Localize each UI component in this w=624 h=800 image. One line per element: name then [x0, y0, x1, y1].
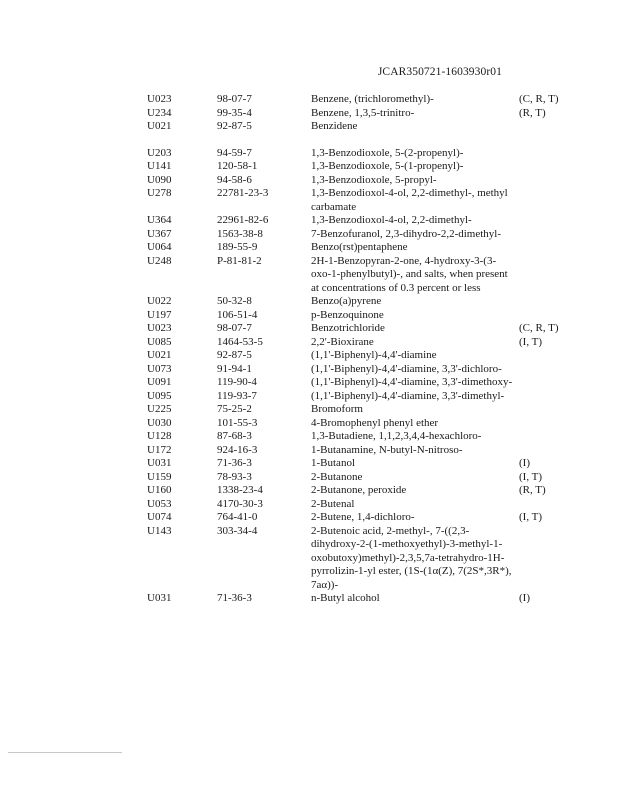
chemical-name: Benzene, (trichloromethyl)- — [311, 93, 434, 105]
chemical-name: (1,1'-Biphenyl)-4,4'-diamine — [311, 349, 437, 361]
hazard-code: (I, T) — [519, 470, 543, 483]
hazard-code — [519, 376, 579, 390]
hazard-code — [519, 241, 579, 255]
waste-code: U128 — [147, 430, 172, 442]
waste-code: U203 — [147, 146, 172, 159]
chemical-name: 1,3-Benzodioxole, 5-(1-propenyl)- — [311, 160, 464, 172]
table-row — [0, 525, 624, 593]
cas-number: 303-34-4 — [217, 524, 258, 537]
chemical-name: (1,1'-Biphenyl)-4,4'-diamine, 3,3'-dimethoxy- — [311, 376, 513, 388]
hazard-code: (R, T) — [519, 106, 546, 119]
table-row — [0, 498, 624, 512]
chemical-name: 2-Butenoic acid, 2-methyl-, 7-((2,3-dihydroxy-2-(1-methoxyethyl)-3-methyl-1-oxobutoxy)methyl)-2,3,5,7a-tetrahydro-1H-pyrrolizin-1-yl ester, (1S-(1α(Z), 7(2S*,3R*), 7aα))- — [311, 524, 512, 591]
waste-code: U172 — [147, 443, 172, 456]
waste-code: U141 — [147, 160, 172, 172]
hazard-code: (I, T) — [519, 335, 543, 348]
table-row — [0, 241, 624, 255]
cas-number: 99-35-4 — [217, 106, 252, 119]
cas-number: 120-58-1 — [217, 160, 258, 172]
hazard-code — [519, 228, 579, 242]
cas-number: 71-36-3 — [217, 457, 252, 469]
cas-number: 78-93-3 — [217, 470, 252, 483]
cas-number: 98-07-7 — [217, 322, 252, 334]
chemical-name: Benzo(rst)pentaphene — [311, 241, 408, 253]
table-row — [0, 255, 624, 296]
cas-number: 764-41-0 — [217, 511, 258, 523]
chemical-name: 1,3-Benzodioxol-4-ol, 2,2-dimethyl-, methyl carbamate — [311, 187, 508, 213]
table-row — [0, 322, 624, 336]
waste-code: U074 — [147, 511, 172, 523]
waste-code: U278 — [147, 187, 172, 199]
table-row — [0, 363, 624, 377]
chemical-name: 2-Butene, 1,4-dichloro- — [311, 511, 415, 523]
chemical-name: 1-Butanol — [311, 457, 355, 469]
cas-number: 924-16-3 — [217, 443, 258, 456]
waste-code: U030 — [147, 416, 172, 429]
waste-code: U064 — [147, 241, 172, 253]
table-row — [0, 214, 624, 228]
chemical-name: 1-Butanamine, N-butyl-N-nitroso- — [311, 443, 463, 456]
cas-number: 101-55-3 — [217, 416, 258, 429]
waste-code: U197 — [147, 308, 172, 321]
cas-number: 22781-23-3 — [217, 187, 269, 199]
table-row — [0, 93, 624, 107]
chemical-name: 2H-1-Benzopyran-2-one, 4-hydroxy-3-(3-oxo-1-phenylbutyl)-, and salts, when present at concentrations of 0.3 percent or less — [311, 254, 508, 294]
waste-code: U160 — [147, 484, 172, 496]
cas-number: 1563-38-8 — [217, 227, 263, 240]
waste-code: U023 — [147, 93, 172, 105]
footer-divider — [8, 752, 122, 753]
hazard-code — [519, 498, 579, 512]
waste-code: U159 — [147, 470, 172, 483]
hazard-code: (R, T) — [519, 484, 546, 496]
cas-number: 75-25-2 — [217, 403, 252, 415]
waste-code: U023 — [147, 322, 172, 334]
waste-code: U095 — [147, 389, 172, 402]
hazard-code — [519, 444, 579, 458]
table-row — [0, 592, 624, 606]
table-row — [0, 349, 624, 363]
chemical-name: (1,1'-Biphenyl)-4,4'-diamine, 3,3'-dichloro- — [311, 362, 502, 375]
hazard-code — [519, 174, 579, 188]
chemical-name: 4-Bromophenyl phenyl ether — [311, 416, 439, 429]
waste-code: U364 — [147, 214, 172, 226]
chemical-name: 2,2'-Bioxirane — [311, 335, 374, 348]
waste-code: U234 — [147, 106, 172, 119]
chemical-name: 1,3-Benzodioxole, 5-(2-propenyl)- — [311, 146, 464, 159]
waste-code: U085 — [147, 335, 172, 348]
table-row — [0, 390, 624, 404]
cas-number: 22961-82-6 — [217, 214, 269, 226]
chemical-name: 2-Butenal — [311, 497, 355, 510]
chemical-name: 2-Butanone, peroxide — [311, 484, 407, 496]
chemical-name: p-Benzoquinone — [311, 308, 384, 321]
hazard-code — [519, 309, 579, 323]
hazard-code: (C, R, T) — [519, 93, 559, 105]
cas-number: P-81-81-2 — [217, 254, 262, 267]
cas-number: 50-32-8 — [217, 295, 252, 307]
hazard-code: (I) — [519, 592, 530, 604]
waste-code: U031 — [147, 592, 172, 604]
waste-code: U367 — [147, 227, 172, 240]
waste-code: U031 — [147, 457, 172, 469]
table-row — [0, 430, 624, 444]
waste-code: U021 — [147, 349, 172, 361]
table-row — [0, 120, 624, 134]
waste-code: U248 — [147, 254, 172, 267]
cas-number: 119-90-4 — [217, 376, 257, 388]
chemical-name: 2-Butanone — [311, 470, 363, 483]
waste-code: U091 — [147, 376, 172, 388]
cas-number: 98-07-7 — [217, 93, 252, 105]
hazard-code — [519, 390, 579, 404]
hazard-code — [519, 349, 579, 363]
table-row — [0, 228, 624, 242]
chemical-name: Benzidene — [311, 120, 358, 132]
table-row — [0, 471, 624, 485]
cas-number: 4170-30-3 — [217, 497, 263, 510]
hazard-code — [519, 255, 579, 296]
chemical-name: n-Butyl alcohol — [311, 592, 380, 604]
waste-code: U090 — [147, 173, 172, 186]
table-row — [0, 457, 624, 471]
hazard-code — [519, 403, 579, 417]
cas-number: 87-68-3 — [217, 430, 252, 442]
chemical-name: Benzene, 1,3,5-trinitro- — [311, 106, 415, 119]
cas-number: 1338-23-4 — [217, 484, 263, 496]
hazard-code — [519, 187, 579, 214]
table-row — [0, 187, 624, 214]
chemical-name: Benzo(a)pyrene — [311, 295, 382, 307]
hazard-code — [519, 417, 579, 431]
waste-code: U143 — [147, 524, 172, 537]
table-row — [0, 403, 624, 417]
chemical-name: 1,3-Benzodioxol-4-ol, 2,2-dimethyl- — [311, 214, 472, 226]
cas-number: 119-93-7 — [217, 389, 257, 402]
hazard-code: (I, T) — [519, 511, 543, 523]
hazardous-waste-table — [0, 93, 624, 606]
cas-number: 106-51-4 — [217, 308, 258, 321]
table-row — [0, 444, 624, 458]
hazard-code — [519, 363, 579, 377]
table-row — [0, 295, 624, 309]
chemical-name: 1,3-Benzodioxole, 5-propyl- — [311, 173, 437, 186]
chemical-name: Benzotrichloride — [311, 322, 385, 334]
cas-number: 94-58-6 — [217, 173, 252, 186]
cas-number: 92-87-5 — [217, 349, 252, 361]
table-row — [0, 417, 624, 431]
chemical-name: (1,1'-Biphenyl)-4,4'-diamine, 3,3'-dimethyl- — [311, 389, 505, 402]
table-row — [0, 376, 624, 390]
chemical-name: 1,3-Butadiene, 1,1,2,3,4,4-hexachloro- — [311, 430, 482, 442]
waste-code: U225 — [147, 403, 172, 415]
hazard-code — [519, 120, 579, 134]
cas-number: 1464-53-5 — [217, 335, 263, 348]
document-id: JCAR350721-1603930r01 — [377, 66, 502, 78]
hazard-code — [519, 295, 579, 309]
cas-number: 189-55-9 — [217, 241, 258, 253]
table-row — [0, 336, 624, 350]
table-row — [0, 511, 624, 525]
chemical-name: Bromoform — [311, 403, 363, 415]
table-row — [0, 484, 624, 498]
waste-code: U022 — [147, 295, 172, 307]
hazard-code — [519, 430, 579, 444]
table-row — [0, 107, 624, 121]
waste-code: U073 — [147, 362, 172, 375]
table-row — [0, 174, 624, 188]
chemical-name: 7-Benzofuranol, 2,3-dihydro-2,2-dimethyl- — [311, 227, 502, 240]
cas-number: 94-59-7 — [217, 146, 252, 159]
hazard-code — [519, 147, 579, 161]
table-row — [0, 309, 624, 323]
cas-number: 71-36-3 — [217, 592, 252, 604]
hazard-code — [519, 525, 579, 593]
hazard-code — [519, 214, 579, 228]
waste-code: U053 — [147, 497, 172, 510]
hazard-code: (C, R, T) — [519, 322, 559, 334]
table-row — [0, 160, 624, 174]
hazard-code: (I) — [519, 457, 530, 469]
table-row — [0, 147, 624, 161]
hazard-code — [519, 160, 579, 174]
cas-number: 92-87-5 — [217, 120, 252, 132]
waste-code: U021 — [147, 120, 172, 132]
cas-number: 91-94-1 — [217, 362, 252, 375]
